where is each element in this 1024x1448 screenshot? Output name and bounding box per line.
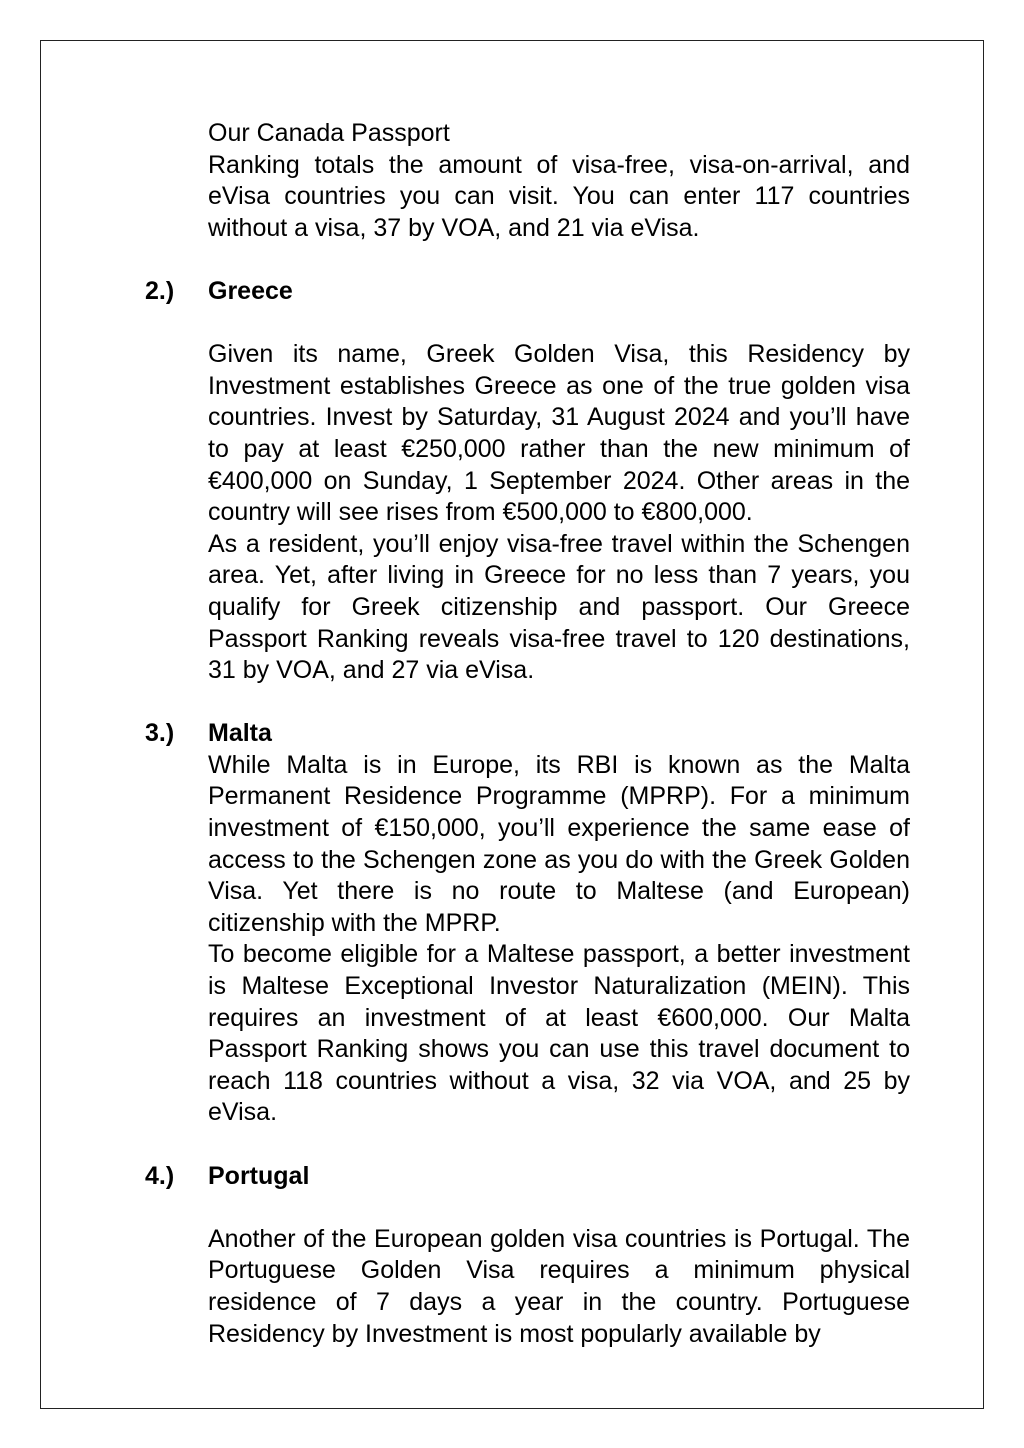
spacer xyxy=(208,244,910,276)
spacer xyxy=(208,1192,910,1224)
section-number: 2.) xyxy=(145,276,175,305)
section-paragraph: Another of the European golden visa countries is Portugal. The Portuguese Golden Visa requires a minimum physical residence of 7 days a year in the country. Portuguese Residency by Investment is most popularly available by xyxy=(208,1224,910,1348)
section-title: Portugal xyxy=(208,1161,310,1190)
section-number: 3.) xyxy=(145,719,175,748)
section-heading-malta xyxy=(145,718,910,750)
section-heading-portugal xyxy=(145,1161,910,1193)
intro-title-line: Our Canada Passport xyxy=(208,119,450,147)
section-title: Malta xyxy=(208,719,272,748)
section-title: Greece xyxy=(208,276,293,305)
section-paragraph: While Malta is in Europe, its RBI is known as the Malta Permanent Residence Programme (MPRP). For a minimum investment of €150,000, you’ll experience the same ease of access to the Schengen zone as you do with the Greek Golden Visa. Yet there is no route to Maltese (and European) citizenship with the MPRP. xyxy=(208,750,910,937)
intro-paragraph: Ranking totals the amount of visa-free, visa-on-arrival, and eVisa countries you can visit. You can enter 117 countries without a visa, 37 by VOA, and 21 via eVisa. xyxy=(208,150,910,242)
spacer xyxy=(208,687,910,719)
section-heading-greece xyxy=(145,276,910,308)
spacer xyxy=(208,1129,910,1161)
section-number: 4.) xyxy=(145,1161,175,1190)
document-body xyxy=(145,118,910,1350)
section-paragraph: Given its name, Greek Golden Visa, this Residency by Investment establishes Greece as one of the true golden visa countries. Invest by Saturday, 31 August 2024 and you’ll have to pay at least €250,000 rather than the new minimum of €400,000 on Sunday, 1 September 2024. Other areas in the country will see rises from €500,000 to €800,000. xyxy=(208,340,910,527)
section-paragraph: To become eligible for a Maltese passport, a better investment is Maltese Exceptional Investor Naturalization (MEIN). This requires an investment of at least €600,000. Our Malta Passport Ranking shows you can use this travel document to reach 118 countries without a visa, 32 via VOA, and 25 by eVisa. xyxy=(208,940,910,1127)
section-paragraph: As a resident, you’ll enjoy visa-free travel within the Schengen area. Yet, after living in Greece for no less than 7 years, you qualify for Greek citizenship and passport. Our Greece Passport Ranking reveals visa-free travel to 120 destinations, 31 by VOA, and 27 via eVisa. xyxy=(208,529,910,685)
spacer xyxy=(208,308,910,340)
